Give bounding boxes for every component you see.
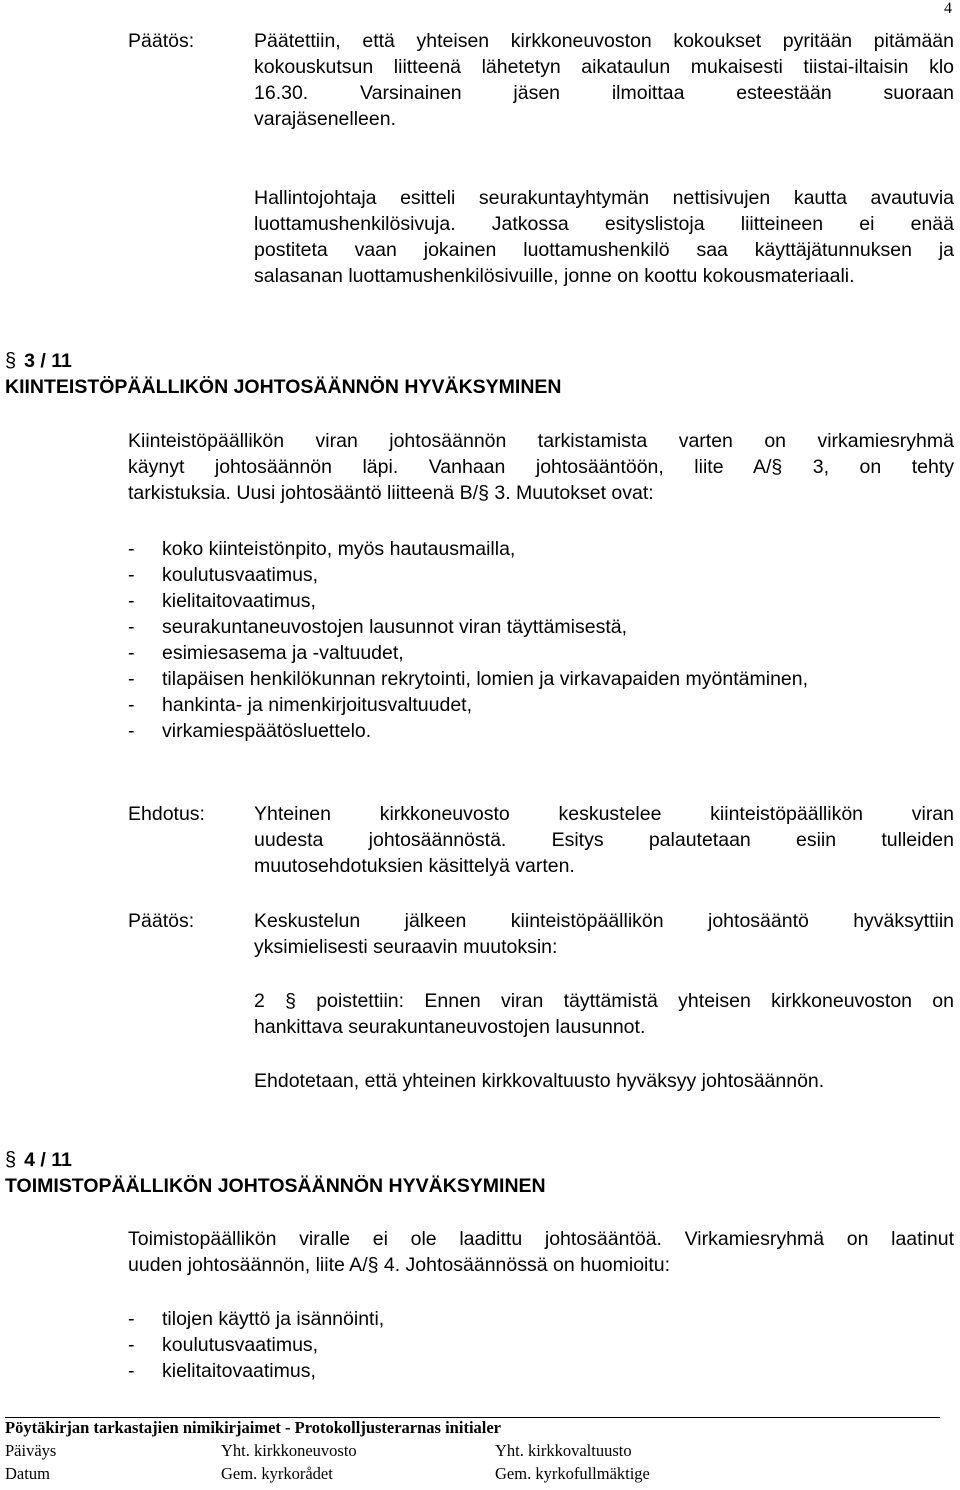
text-line: Hallintojohtaja esitteli seurakuntayhtymän nettisivujen kautta avautuvia xyxy=(254,187,954,209)
list-item: - koulutusvaatimus, xyxy=(128,564,319,586)
changes-list xyxy=(128,536,808,744)
text-line: uuden johtosäännön, liite A/§ 4. Johtosäännössä on huomioitu: xyxy=(128,1254,671,1276)
footer-assembly-label: Yht. kirkkovaltuusto xyxy=(495,1441,632,1460)
decision-label: Päätös: xyxy=(128,910,195,932)
proposal-text xyxy=(254,801,954,879)
list-item: - kielitaitovaatimus, xyxy=(128,590,316,612)
list-item: - esimiesasema ja -valtuudet, xyxy=(128,642,404,664)
decision-text xyxy=(254,908,954,960)
text-line: Yhteinen kirkkoneuvosto keskustelee kiinteistöpäällikön viran xyxy=(254,803,954,825)
section-symbol: § xyxy=(5,350,17,372)
text-line: Keskustelun jälkeen kiinteistöpäällikön johtosääntö hyväksyttiin xyxy=(254,910,954,932)
section-symbol: § xyxy=(5,1149,17,1171)
list-item: - tilojen käyttö ja isännöinti, xyxy=(128,1308,385,1330)
section-number xyxy=(5,1147,72,1173)
footer-assembly-label-sv: Gem. kyrkofullmäktige xyxy=(495,1464,650,1483)
footer-council-label: Yht. kirkkoneuvosto xyxy=(221,1441,357,1460)
text-line: tarkistuksia. Uusi johtosääntö liitteenä B/§ 3. Muutokset ovat: xyxy=(128,482,654,504)
text-line: varajäsenelleen. xyxy=(254,108,397,130)
list-item: - kielitaitovaatimus, xyxy=(128,1360,316,1382)
text-line: Kiinteistöpäällikön viran johtosäännön tarkistamista varten on virkamiesryhmä xyxy=(128,430,954,452)
footer-heading: Pöytäkirjan tarkastajien nimikirjaimet - Protokolljusterarnas initialer xyxy=(5,1418,502,1437)
decision-text xyxy=(254,28,954,132)
recommendation-text: Ehdotetaan, että yhteinen kirkkovaltuusto hyväksyy johtosäännön. xyxy=(254,1070,825,1092)
list-item: - seurakuntaneuvostojen lausunnot viran täyttämisestä, xyxy=(128,616,628,638)
amendment-text xyxy=(254,988,954,1040)
text-line: käynyt johtosäännön läpi. Vanhaan johtosääntöön, liite A/§ 3, on tehty xyxy=(128,456,954,478)
section-intro xyxy=(128,428,954,506)
section-number xyxy=(5,348,72,374)
text-line: uudesta johtosäännöstä. Esitys palautetaan esiin tulleiden xyxy=(254,829,954,851)
section-number-text: 3 / 11 xyxy=(24,350,72,372)
list-item: - koko kiinteistönpito, myös hautausmailla, xyxy=(128,538,516,560)
decision-label: Päätös: xyxy=(128,30,195,52)
page-number: 4 xyxy=(944,0,952,17)
list-item: - hankinta- ja nimenkirjoitusvaltuudet, xyxy=(128,694,473,716)
footer-columns xyxy=(5,1441,940,1487)
items-list xyxy=(128,1306,384,1384)
text-line: 16.30. Varsinainen jäsen ilmoittaa esteestään suoraan xyxy=(254,82,954,104)
decision-paragraph xyxy=(254,185,954,289)
list-item: - virkamiespäätösluettelo. xyxy=(128,720,372,742)
text-line: hankittava seurakuntaneuvostojen lausunnot. xyxy=(254,1016,646,1038)
text-line: salasanan luottamushenkilösivuille, jonne on koottu kokousmateriaali. xyxy=(254,265,855,287)
footer-council-label-sv: Gem. kyrkorådet xyxy=(221,1464,333,1483)
text-line: Päätettiin, että yhteisen kirkkoneuvoston kokoukset pyritään pitämään xyxy=(254,30,954,52)
text-line: muutosehdotuksien käsittelyä varten. xyxy=(254,855,575,877)
footer-date-label-sv: Datum xyxy=(5,1464,50,1483)
text-line: Toimistopäällikön viralle ei ole laadittu johtosääntöä. Virkamiesryhmä on laatinut xyxy=(128,1228,954,1250)
section-title: KIINTEISTÖPÄÄLLIKÖN JOHTOSÄÄNNÖN HYVÄKSYMINEN xyxy=(5,376,562,398)
text-line: 2 § poistettiin: Ennen viran täyttämistä yhteisen kirkkoneuvoston on xyxy=(254,990,954,1012)
section-intro xyxy=(128,1226,954,1278)
list-item: - koulutusvaatimus, xyxy=(128,1334,319,1356)
section-number-text: 4 / 11 xyxy=(24,1149,72,1171)
proposal-label: Ehdotus: xyxy=(128,803,205,825)
list-item: - tilapäisen henkilökunnan rekrytointi, lomien ja virkavapaiden myöntäminen, xyxy=(128,668,809,690)
text-line: postiteta vaan jokainen luottamushenkilö saa käyttäjätunnuksen ja xyxy=(254,239,954,261)
text-line: luottamushenkilösivuja. Jatkossa esityslistoja liitteineen ei enää xyxy=(254,213,954,235)
text-line: kokouskutsun liitteenä lähetetyn aikataulun mukaisesti tiistai-iltaisin klo xyxy=(254,56,954,78)
section-title: TOIMISTOPÄÄLLIKÖN JOHTOSÄÄNNÖN HYVÄKSYMINEN xyxy=(5,1175,546,1197)
text-line: yksimielisesti seuraavin muutoksin: xyxy=(254,936,558,958)
footer-date-label: Päiväys xyxy=(5,1441,57,1460)
